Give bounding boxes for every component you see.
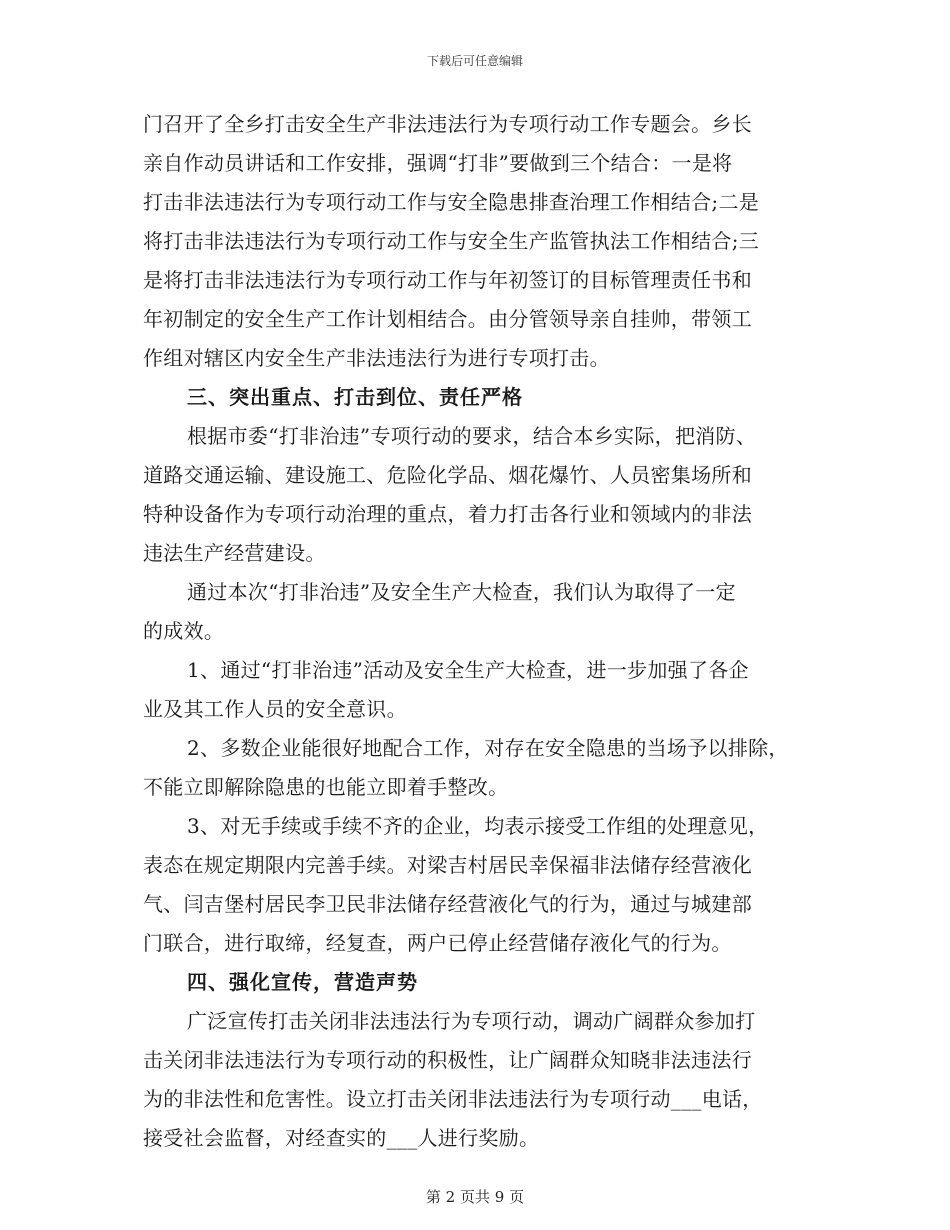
text-line: 表态在规定期限内完善手续。对梁吉村居民幸保福非法储存经营液化 — [143, 853, 752, 877]
page-header: 下载后可任意编辑 — [426, 54, 523, 68]
text-line: 接受社会监督，对经查实的___人进行奖励。 — [143, 1126, 540, 1150]
text-line: 3、对无手续或手续不齐的企业，均表示接受工作组的处理意见， — [187, 814, 769, 838]
text-line: 1、通过“打非治违”活动及安全生产大检查，进一步加强了各企 — [187, 658, 749, 682]
text-line: 击关闭非法违法行为专项行动的积极性，让广阔群众知晓非法违法行 — [143, 1048, 752, 1072]
text-line: 门联合，进行取缔，经复查，两户已停止经营储存液化气的行为。 — [143, 931, 732, 955]
text-line: 特种设备作为专项行动治理的重点，着力打击各行业和领域内的非法 — [143, 502, 752, 526]
text-line: 根据市委“打非治违”专项行动的要求，结合本乡实际，把消防、 — [187, 424, 757, 448]
text-line: 违法生产经营建设。 — [143, 541, 326, 565]
text-line: 亲自作动员讲话和工作安排，强调“打非”要做到三个结合：一是将 — [143, 151, 733, 175]
text-line: 打击非法违法行为专项行动工作与安全隐患排查治理工作相结合;二是 — [143, 190, 760, 214]
text-line: 气、闫吉堡村居民李卫民非法储存经营液化气的行为，通过与城建部 — [143, 892, 752, 916]
text-line: 门召开了全乡打击安全生产非法违法行为专项行动工作专题会。乡长 — [143, 112, 752, 136]
text-line: 将打击非法违法行为专项行动工作与安全生产监管执法工作相结合;三 — [143, 229, 760, 253]
section-heading-3: 三、突出重点、打击到位、责任严格 — [187, 385, 523, 409]
text-line: 是将打击非法违法行为专项行动工作与年初签订的目标管理责任书和 — [143, 268, 752, 292]
text-line: 业及其工作人员的安全意识。 — [143, 697, 407, 721]
page-footer: 第 2 页共 9 页 — [425, 1188, 525, 1206]
text-line: 为的非法性和危害性。设立打击关闭非法违法行为专项行动___电话， — [143, 1087, 763, 1111]
text-line: 道路交通运输、建设施工、危险化学品、烟花爆竹、人员密集场所和 — [143, 463, 752, 487]
text-line: 作组对辖区内安全生产非法违法行为进行专项打击。 — [143, 346, 610, 370]
text-line: 广泛宣传打击关闭非法违法行为专项行动，调动广阔群众参加打 — [187, 1009, 756, 1033]
text-line: 不能立即解除隐患的也能立即着手整改。 — [143, 775, 509, 799]
text-line: 2、多数企业能很好地配合工作，对存在安全隐患的当场予以排除， — [187, 736, 789, 760]
text-line: 通过本次“打非治违”及安全生产大检查，我们认为取得了一定 — [187, 580, 736, 604]
section-heading-4: 四、强化宣传，营造声势 — [187, 970, 418, 994]
text-line: 的成效。 — [143, 619, 225, 643]
text-line: 年初制定的安全生产工作计划相结合。由分管领导亲自挂帅，带领工 — [143, 307, 752, 331]
document-body — [143, 105, 815, 1158]
